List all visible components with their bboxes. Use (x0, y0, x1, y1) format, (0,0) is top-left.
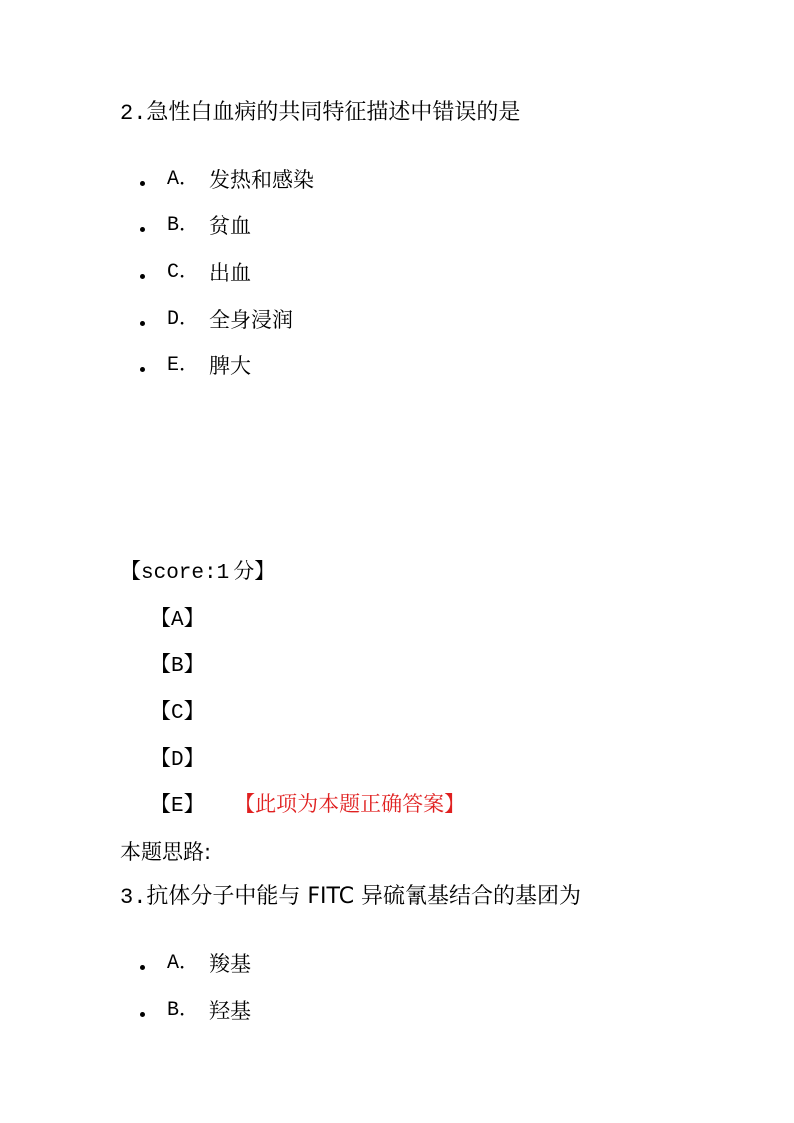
option-text: 羧基 (209, 952, 252, 976)
question-3-text: 抗体分子中能与 FITC 异硫氰基结合的基团为 (146, 884, 582, 909)
answer-close-bracket: 】 (183, 746, 205, 770)
answer-open-bracket: 【 (150, 746, 171, 770)
answer-open-bracket: 【 (150, 699, 171, 723)
bullet-icon (140, 227, 145, 232)
question-2-option-d (140, 306, 293, 334)
answer-open-bracket: 【 (150, 652, 171, 676)
bullet-icon (140, 1012, 145, 1017)
bullet-icon (140, 367, 145, 372)
score-line (120, 557, 275, 588)
bullet-icon (140, 965, 145, 970)
question-2-title (120, 99, 520, 128)
bullet-icon (140, 181, 145, 186)
option-text: 全身浸润 (209, 308, 294, 332)
option-text: 贫血 (209, 214, 252, 238)
score-open-bracket: 【 (120, 559, 141, 583)
question-3-option-b (140, 997, 251, 1025)
score-unit: 分 (233, 559, 255, 583)
answer-close-bracket: 】 (183, 792, 205, 816)
option-text: 发热和感染 (209, 168, 315, 192)
question-2-number: 2. (120, 101, 147, 126)
answer-letter: E (171, 795, 184, 818)
answer-row-a (150, 604, 205, 635)
question-2-option-a (140, 166, 314, 194)
score-label: score:1 (141, 562, 230, 585)
answer-row-d (150, 744, 205, 775)
answer-open-bracket: 【 (150, 792, 171, 816)
answer-letter: C (171, 702, 184, 725)
question-3-number: 3. (120, 885, 147, 910)
answer-close-bracket: 】 (183, 606, 205, 630)
score-close-bracket: 】 (254, 559, 276, 583)
answer-row-b (150, 650, 205, 681)
option-text: 出血 (209, 261, 252, 285)
option-letter: A． (167, 952, 200, 975)
question-2-text: 急性白血病的共同特征描述中错误的是 (146, 100, 521, 125)
question-2-option-b (140, 212, 251, 240)
thinking-label: 本题思路: (120, 840, 212, 864)
question-3-option-a (140, 950, 251, 978)
answer-open-bracket: 【 (150, 606, 171, 630)
answer-letter: D (171, 749, 184, 772)
answer-close-bracket: 】 (183, 652, 205, 676)
option-text: 脾大 (209, 354, 252, 378)
question-3-title (120, 883, 581, 912)
option-letter: B． (167, 214, 200, 237)
answer-row-e (150, 790, 465, 821)
option-letter: E． (167, 354, 200, 377)
bullet-icon (140, 321, 145, 326)
correct-answer-note: 【此项为本题正确答案】 (244, 792, 466, 816)
bullet-icon (140, 274, 145, 279)
option-letter: C． (167, 261, 200, 284)
answer-letter: A (171, 609, 184, 632)
answer-row-c (150, 697, 205, 728)
question-2-option-e (140, 352, 251, 380)
option-letter: B． (167, 999, 200, 1022)
option-letter: A． (167, 168, 200, 191)
option-text: 羟基 (209, 999, 252, 1023)
option-letter: D． (167, 308, 200, 331)
question-2-option-c (140, 259, 251, 287)
answer-letter: B (171, 655, 184, 678)
answer-close-bracket: 】 (183, 699, 205, 723)
